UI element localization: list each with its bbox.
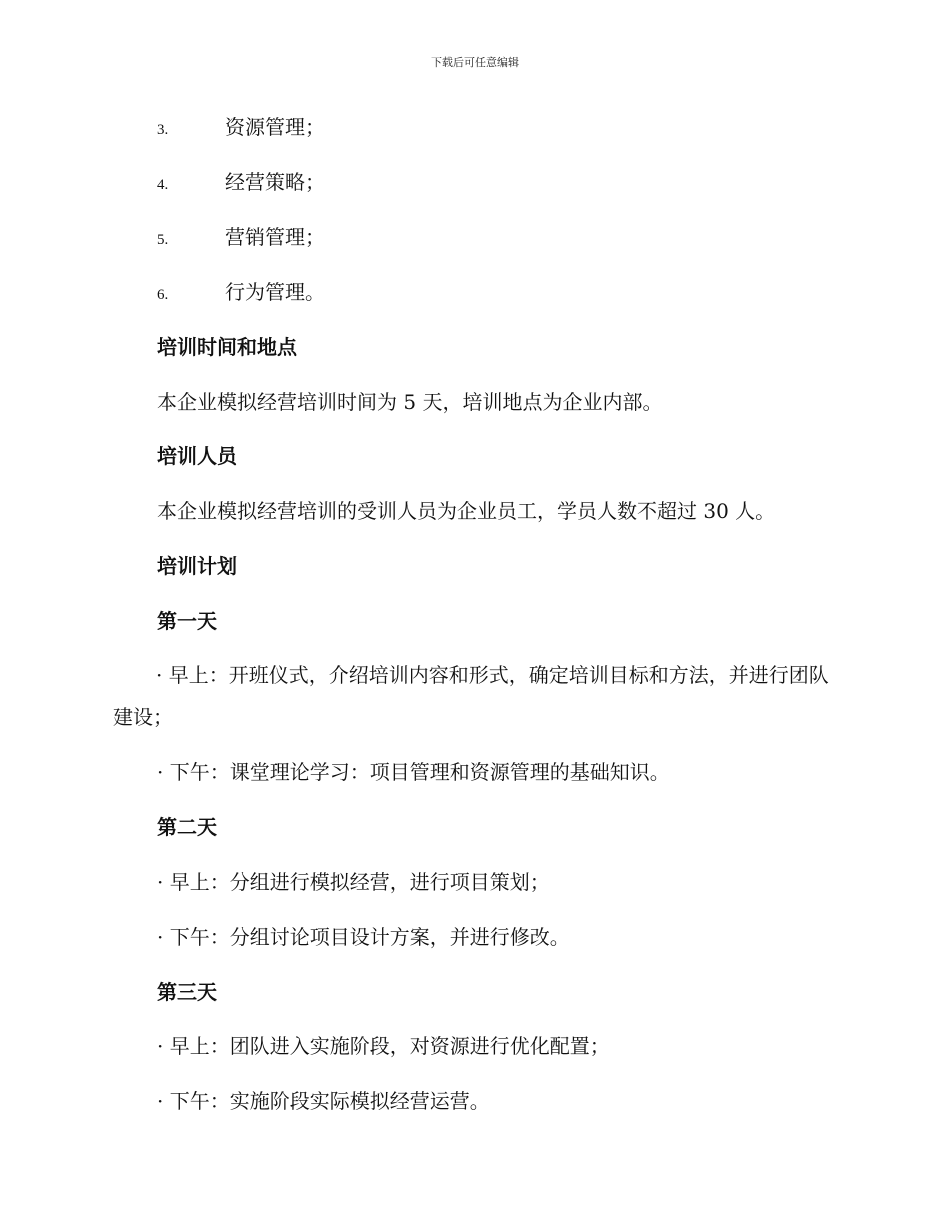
day-1-morning: · 早上：开班仪式，介绍培训内容和形式，确定培训目标和方法，并进行团队建设；	[113, 663, 829, 729]
list-number: 5.	[157, 232, 169, 248]
list-item	[157, 169, 325, 198]
page-header: 下载后可任意编辑	[431, 56, 519, 69]
section-heading-time-place: 培训时间和地点	[157, 335, 297, 359]
day-3-title: 第三天	[157, 980, 217, 1004]
section-heading-personnel: 培训人员	[157, 444, 237, 468]
personnel-text: 本企业模拟经营培训的受训人员为企业员工，学员人数不超过 30 人。	[157, 499, 776, 523]
list-item	[157, 279, 325, 308]
list-item	[157, 224, 325, 253]
list-number: 4.	[157, 177, 169, 193]
day-2-title: 第二天	[157, 815, 217, 839]
day-3-afternoon: · 下午：实施阶段实际模拟经营运营。	[157, 1089, 490, 1113]
list-number: 3.	[157, 122, 169, 138]
day-2-morning: · 早上：分组进行模拟经营，进行项目策划；	[157, 870, 550, 894]
day-3-morning: · 早上：团队进入实施阶段，对资源进行优化配置；	[157, 1034, 610, 1058]
section-heading-plan: 培训计划	[157, 554, 237, 578]
day-2-afternoon: · 下午：分组讨论项目设计方案，并进行修改。	[157, 925, 570, 949]
list-text: 经营策略；	[225, 170, 325, 194]
list-text: 行为管理。	[225, 280, 325, 304]
time-place-text: 本企业模拟经营培训时间为 5 天，培训地点为企业内部。	[157, 390, 663, 414]
list-number: 6.	[157, 287, 169, 303]
list-text: 营销管理；	[225, 225, 325, 249]
day-1-afternoon: · 下午：课堂理论学习：项目管理和资源管理的基础知识。	[157, 760, 670, 784]
list-item	[157, 114, 325, 143]
list-text: 资源管理；	[225, 115, 325, 139]
day-1-title: 第一天	[157, 609, 217, 633]
